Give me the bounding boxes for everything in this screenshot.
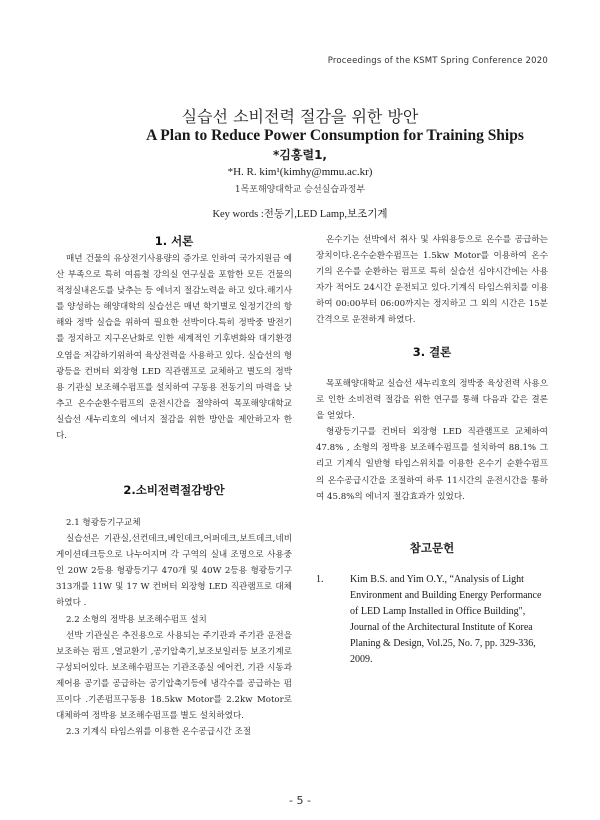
subsection-2-2: 2.2 소형의 정박용 보조해수펌프 설치 [66, 614, 207, 625]
method-paragraph-2: 선박 기관실은 추진용으로 사용되는 주기관과 주기관 운전을 보조하는 펌프 ,열교환기 ,공기압축기,보조보일러등 보조기계로 구성되어있다. 보조해수펌프는 기관조종실 에어컨, 기관 시동과 제어용 공기를 공급하는 공기압축기등에 냉각수를 공급하는 펌프이다 .기존펌프구동용 18.5kw Motor를 2.2kw Motor로 대체하여 정박용 보조해수펌프를 별도 설치하였다. [56, 630, 292, 722]
section-heading-intro: 1. 서론 [154, 234, 194, 248]
result-paragraph-1: 목포해양대학교 실습선 새누리호의 정박중 육상전력 사용으로 인한 소비전력 절감을 위한 연구를 통해 다음과 같은 결론을 얻었다. [316, 379, 548, 422]
paper-title-korean: 실습선 소비전력 절감을 위한 방안 [181, 107, 419, 126]
keywords: Key words :전동기,LED Lamp,보조기계 [212, 209, 388, 220]
paper-title-english: A Plan to Reduce Power Consumption for Training Ships [146, 127, 524, 144]
section-heading-method: 2.소비전력절감방안 [123, 483, 225, 497]
intro-paragraph: 매년 건물의 유상전기사용량의 증가로 인하여 국가지원금 예산 부족으로 특히 여름철 강의실 연구실을 포함한 모든 건물의 적정실내온도를 낮추는 등 에너지 절감노력을 하고 있다.해기사를 양성하는 해양대학의 실습선은 매년 학기별로 일정기간의 항해와 정박 실습을 위하여 필요한 선박이다.특히 정박중 발전기를 정지하고 지구온난화로 인한 세계적인 기후변화와 대기환경오염을 저감하기위하여 육상전력을 사용하고 있다. 실습선의 형광등을 컨버터 외장형 LED 직관램프로 교체하고 별도의 정박용 기관실 보조해수펌프를 설치하여 구동용 전동기의 마력을 낮추고 온수순환수펌프의 운전시간을 절약하여 목포해양대학교 실습선 새누리호의 에너지 절감을 위한 방안을 제안하고자 한다. [56, 254, 292, 442]
subsection-2-3: 2.3 기계식 타임스위를 이용한 온수공급시간 조절 [66, 727, 252, 738]
author-english: *H. R. kim¹(kimhy@mmu.ac.kr) [227, 166, 373, 178]
page-number: - 5 - [289, 794, 311, 807]
affiliation: 1목포해양대학교 승선실습과정부 [234, 185, 366, 195]
section-heading-result: 3. 결론 [412, 345, 452, 359]
hot-water-body [316, 232, 548, 329]
method-body [56, 515, 292, 740]
result-body [316, 376, 548, 505]
reference-number: 1. [316, 574, 324, 585]
reference-text: Kim B.S. and Yim O.Y., “Analysis of Light Environment and Building Energy Performance of LED Lamp Installed in Office Building", Journal of the Architectural Institute of Korea Planing & Design, Vol.25, No. 7, pp. 329-336, 2009. [350, 574, 542, 665]
result-paragraph-2: 형광등기구를 컨버터 외장형 LED 직관램프로 교체하여 47.8% , 소형의 정박용 보조해수펌프를 설치하여 88.1% 그리고 기계식 일반형 타임스위치를 이용한 온수기 순환수펌프의 온수공급시간을 조절하여 하루 11시간의 운전시간을 통하여 45.8%의 에너지 절감효과가 있었다. [316, 427, 548, 502]
section-heading-references: 참고문헌 [409, 541, 455, 555]
intro-body [56, 251, 292, 444]
author-korean: *김홍렬1, [273, 148, 327, 162]
method-paragraph-1: 실습선은 기관실,선컨데크,베인데크,어퍼데크,보트데크,네비게이션데크등으로 나누어지며 각 구역의 실내 조명으로 사용중인 20W 2등용 형광등기구 470개 및 40W 2등용 형광등기구 313개를 11W 및 17 W 컨버터 외장형 LED 직관램프로 대체하였다 . [56, 534, 292, 609]
hot-water-paragraph: 온수기는 선박에서 취사 및 샤워용등으로 온수를 공급하는 장치이다.온수순환수펌프는 1.5kw Motor를 이용하여 온수기의 온수를 순환하는 펌프로 특히 실습선 심야시간에는 사용자가 적어도 24시간 운전되고 있다.기계식 타임스위치를 이용하여 00:00부터 06:00까지는 정지하고 그 외의 시간은 15분 간격으로 운전하게 하였다. [316, 235, 548, 326]
subsection-2-1: 2.1 형광등기구교체 [66, 518, 141, 528]
running-header: Proceedings of the KSMT Spring Conference 2020 [327, 56, 548, 66]
